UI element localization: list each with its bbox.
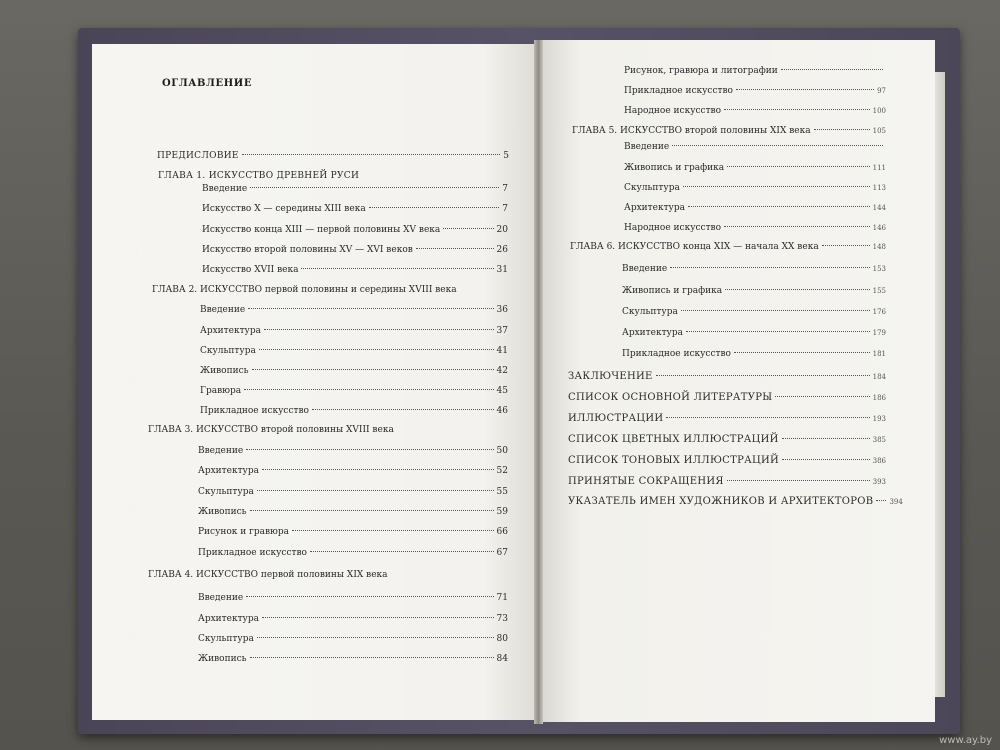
toc-entry: Прикладное искусство 67 (198, 548, 508, 558)
toc-entry: Введение 7 (202, 184, 508, 194)
toc-entry: Рисунок и гравюра 66 (198, 527, 508, 537)
toc-entry: Архитектура 179 (622, 328, 886, 338)
toc-title: ОГЛАВЛЕНИЕ (162, 78, 253, 89)
toc-entry: Народное искусство 146 (624, 223, 886, 233)
toc-entry-preface: ПРЕДИСЛОВИЕ 5 (157, 151, 509, 161)
chapter-heading-5: ГЛАВА 5. ИСКУССТВО второй половины XIX века 105 (572, 126, 886, 136)
toc-entry: Прикладное искусство 46 (200, 406, 508, 416)
toc-entry-tonal-illustrations: СПИСОК ТОНОВЫХ ИЛЛЮСТРАЦИЙ 386 (568, 455, 886, 466)
toc-entry: Искусство XVII века 31 (202, 265, 508, 275)
toc-entry-bibliography: СПИСОК ОСНОВНОЙ ЛИТЕРАТУРЫ 186 (568, 392, 886, 403)
toc-entry: Введение 50 (198, 446, 508, 456)
chapter-heading-2: ГЛАВА 2. ИСКУССТВО первой половины и середины XVIII века (152, 285, 457, 295)
chapter-heading-4: ГЛАВА 4. ИСКУССТВО первой половины XIX века (148, 570, 388, 580)
toc-entry: Скульптура 176 (622, 307, 886, 317)
toc-entry: Скульптура 41 (200, 346, 508, 356)
toc-entry: Искусство второй половины XV — XVI веков 26 (202, 245, 508, 255)
toc-entry: Введение 153 (622, 264, 886, 274)
toc-entry: Архитектура 144 (624, 203, 886, 213)
toc-entry: Введение 36 (200, 305, 508, 315)
toc-entry-index: УКАЗАТЕЛЬ ИМЕН ХУДОЖНИКОВ И АРХИТЕКТОРОВ 394 (568, 496, 903, 507)
toc-entry: Живопись и графика 155 (622, 286, 886, 296)
toc-entry: Живопись и графика 111 (624, 163, 886, 173)
toc-entry: Скульптура 55 (198, 487, 508, 497)
toc-entry: Рисунок, гравюра и литографии (624, 66, 886, 80)
toc-entry: Искусство конца XIII — первой половины XV века 20 (202, 225, 508, 235)
toc-entry: Скульптура 113 (624, 183, 886, 193)
page-edges (935, 72, 945, 697)
toc-entry: Живопись 84 (198, 654, 508, 664)
chapter-heading-1: ГЛАВА 1. ИСКУССТВО ДРЕВНЕЙ РУСИ (158, 171, 360, 181)
toc-entry: Искусство X — середины XIII века 7 (202, 204, 508, 214)
toc-entry-conclusion: ЗАКЛЮЧЕНИЕ 184 (568, 371, 886, 382)
toc-entry: Прикладное искусство 97 (624, 86, 886, 96)
toc-entry: Архитектура 37 (200, 326, 508, 336)
toc-entry: Народное искусство 100 (624, 106, 886, 116)
toc-entry-abbreviations: ПРИНЯТЫЕ СОКРАЩЕНИЯ 393 (568, 476, 886, 487)
toc-entry: Живопись 59 (198, 507, 508, 517)
chapter-heading-6: ГЛАВА 6. ИСКУССТВО конца XIX — начала XX века 148 (570, 242, 886, 252)
toc-entry-color-illustrations: СПИСОК ЦВЕТНЫХ ИЛЛЮСТРАЦИЙ 385 (568, 434, 886, 445)
toc-entry: Архитектура 52 (198, 466, 508, 476)
toc-entry: Введение (624, 142, 886, 156)
chapter-heading-3: ГЛАВА 3. ИСКУССТВО второй половины XVIII века (148, 425, 394, 435)
toc-entry: Прикладное искусство 181 (622, 349, 886, 359)
toc-entry: Скульптура 80 (198, 634, 508, 644)
toc-entry: Живопись 42 (200, 366, 508, 376)
toc-entry-illustrations: ИЛЛЮСТРАЦИИ 193 (568, 413, 886, 424)
book-gutter (534, 40, 543, 724)
toc-entry: Гравюра 45 (200, 386, 508, 396)
toc-entry: Введение 71 (198, 593, 508, 603)
watermark: www.ay.by (939, 735, 992, 746)
toc-entry: Архитектура 73 (198, 614, 508, 624)
